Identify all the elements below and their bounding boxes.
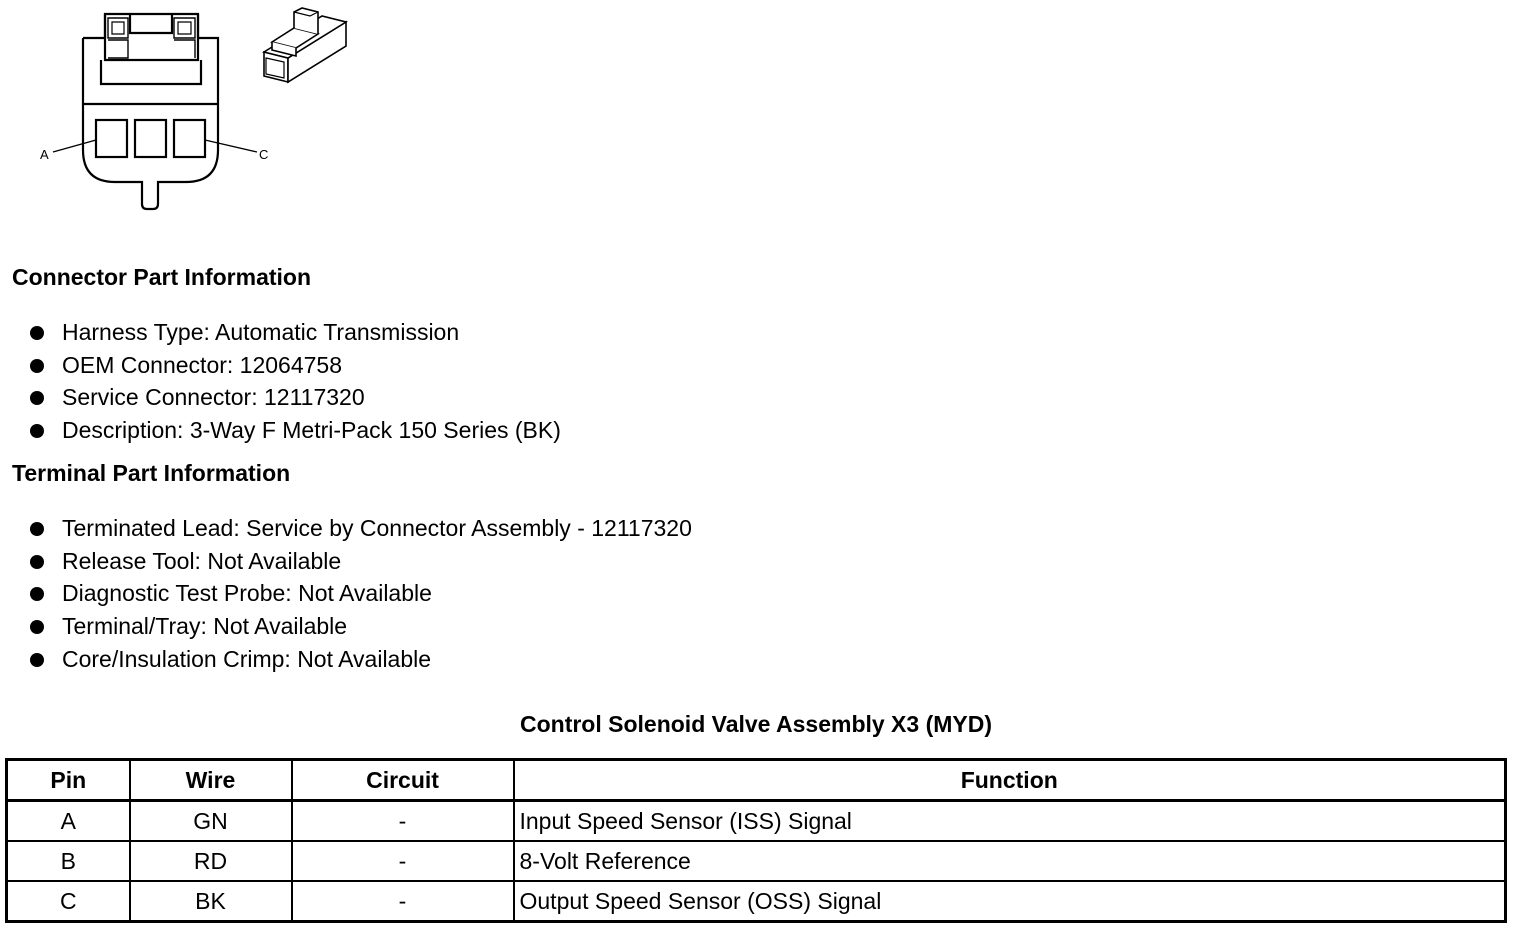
bullet-icon — [30, 587, 44, 601]
terminal-part-list — [28, 512, 692, 675]
table-row — [7, 881, 1506, 922]
list-item — [28, 414, 561, 447]
header-function: Function — [514, 760, 1506, 801]
cell-pin: B — [7, 841, 130, 881]
cell-function: Input Speed Sensor (ISS) Signal — [514, 801, 1506, 842]
pin-label-c: C — [259, 147, 269, 162]
connector-part-heading: Connector Part Information — [12, 264, 312, 290]
list-item — [28, 381, 561, 414]
list-item-text: OEM Connector: 12064758 — [62, 351, 343, 378]
list-item — [28, 316, 561, 349]
list-item-text: Service Connector: 12117320 — [62, 384, 365, 411]
pin-table — [5, 758, 1507, 923]
list-item — [28, 577, 692, 610]
bullet-icon — [30, 326, 44, 340]
cell-wire: RD — [130, 841, 292, 881]
list-item-text: Diagnostic Test Probe: Not Available — [62, 580, 432, 607]
bullet-icon — [30, 653, 44, 667]
cell-pin: A — [7, 801, 130, 842]
bullet-icon — [30, 424, 44, 438]
header-pin: Pin — [7, 760, 130, 801]
table-row — [7, 841, 1506, 881]
list-item-text: Terminal/Tray: Not Available — [62, 613, 348, 640]
cell-circuit: - — [292, 881, 514, 922]
table-header-row — [7, 760, 1506, 801]
pin-table-title: Control Solenoid Valve Assembly X3 (MYD) — [519, 711, 993, 737]
list-item-text: Terminated Lead: Service by Connector Assembly - 12117320 — [62, 515, 692, 541]
cell-pin: C — [7, 881, 130, 922]
bullet-icon — [30, 391, 44, 405]
list-item-text: Release Tool: Not Available — [62, 547, 342, 574]
cell-wire: BK — [130, 881, 292, 922]
list-item — [28, 349, 561, 382]
pin-label-a: A — [40, 147, 49, 162]
list-item — [28, 643, 692, 676]
bullet-icon — [30, 522, 44, 536]
bullet-icon — [30, 620, 44, 634]
cell-function: 8-Volt Reference — [514, 841, 1506, 881]
cell-circuit: - — [292, 841, 514, 881]
list-item — [28, 512, 692, 545]
header-circuit: Circuit — [292, 760, 514, 801]
list-item-text: Description: 3-Way F Metri-Pack 150 Series (BK) — [62, 417, 561, 444]
terminal-part-heading: Terminal Part Information — [12, 460, 291, 486]
connector-face-view-icon — [53, 14, 257, 209]
bullet-icon — [30, 555, 44, 569]
list-item-text: Core/Insulation Crimp: Not Available — [62, 645, 432, 672]
list-item — [28, 610, 692, 643]
bullet-icon — [30, 359, 44, 373]
connector-diagram — [0, 0, 380, 225]
cell-function: Output Speed Sensor (OSS) Signal — [514, 881, 1506, 922]
connector-part-list — [28, 316, 561, 447]
list-item-text: Harness Type: Automatic Transmission — [62, 319, 460, 345]
header-wire: Wire — [130, 760, 292, 801]
table-row — [7, 801, 1506, 842]
connector-isometric-view-icon — [264, 8, 346, 82]
cell-circuit: - — [292, 801, 514, 842]
list-item — [28, 545, 692, 578]
cell-wire: GN — [130, 801, 292, 842]
